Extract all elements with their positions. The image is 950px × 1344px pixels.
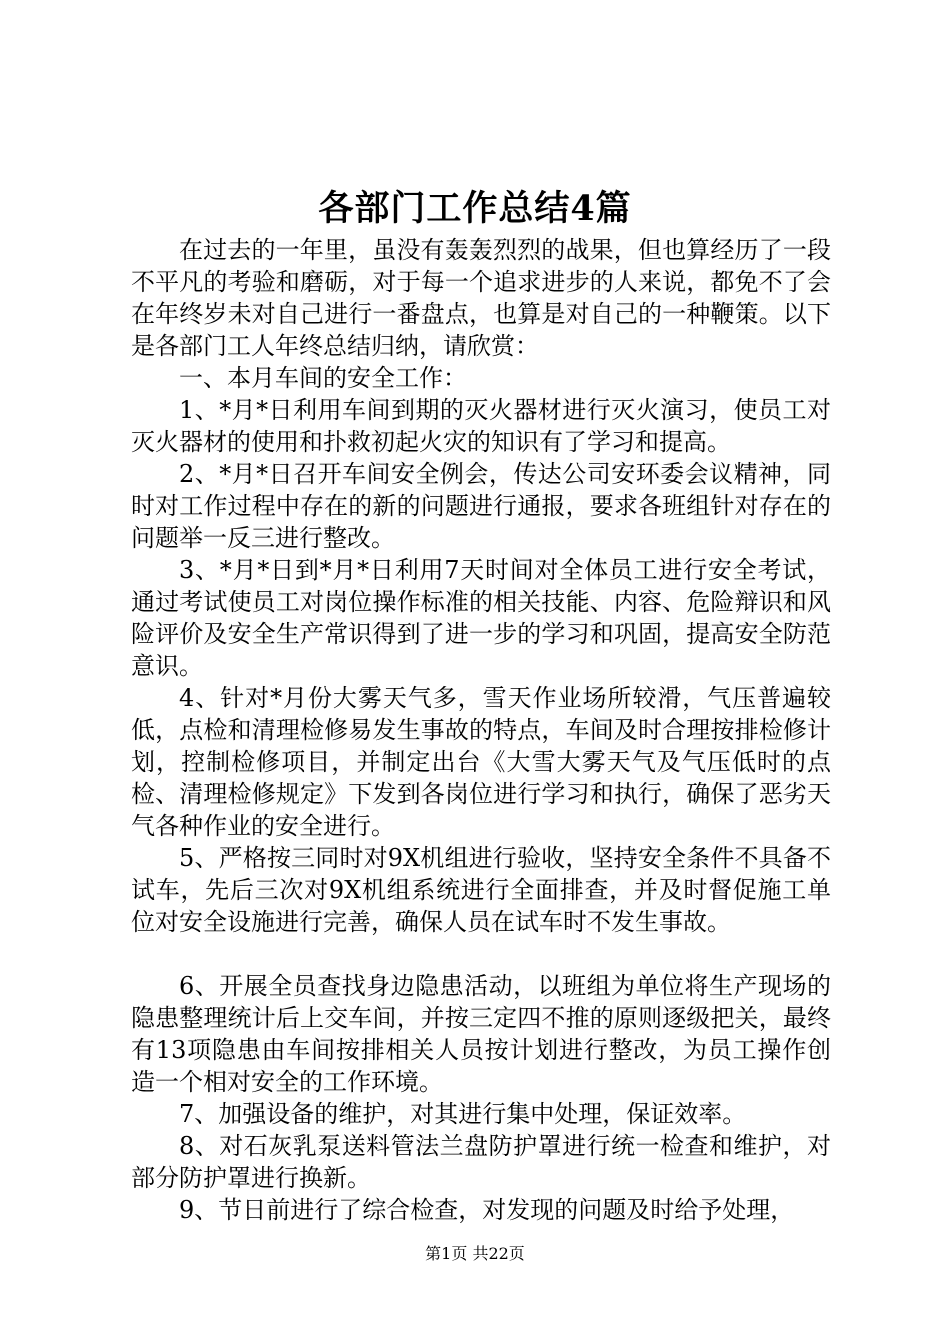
section-heading: 一、本月车间的安全工作： xyxy=(179,364,467,392)
document-body xyxy=(131,234,831,1226)
document-title: 各部门工作总结4篇 xyxy=(318,188,632,229)
list-item: 7、加强设备的维护，对其进行集中处理，保证效率。 xyxy=(179,1100,747,1128)
list-item: 9、节日前进行了综合检查，对发现的问题及时给予处理， xyxy=(179,1196,795,1224)
list-item: 3、*月*日到*月*日利用7天时间对全体员工进行安全考试，通过考试使员工对岗位操作标准的相关技能、内容、危险辩识和风险评价及安全生产常识得到了进一步的学习和巩固，提高安全防范意识。 xyxy=(131,556,831,680)
list-item: 5、严格按三同时对9X机组进行验收，坚持安全条件不具备不试车，先后三次对9X机组系统进行全面排查，并及时督促施工单位对安全设施进行完善，确保人员在试车时不发生事故。 xyxy=(131,844,831,936)
list-item: 4、针对*月份大雾天气多，雪天作业场所较滑，气压普遍较低，点检和清理检修易发生事故的特点，车间及时合理按排检修计划，控制检修项目，并制定出台《大雪大雾天气及气压低时的点检、清理检修规定》下发到各岗位进行学习和执行，确保了恶劣天气各种作业的安全进行。 xyxy=(131,684,831,840)
list-item: 6、开展全员查找身边隐患活动，以班组为单位将生产现场的隐患整理统计后上交车间，并按三定四不推的原则逐级把关，最终有13项隐患由车间按排相关人员按计划进行整改，为员工操作创造一个相对安全的工作环境。 xyxy=(131,972,831,1096)
list-item: 8、对石灰乳泵送料管法兰盘防护罩进行统一检查和维护，对部分防护罩进行换新。 xyxy=(131,1132,831,1192)
page-footer: 第1页 共22页 xyxy=(425,1244,525,1263)
intro-paragraph: 在过去的一年里，虽没有轰轰烈烈的战果，但也算经历了一段不平凡的考验和磨砺，对于每一个追求进步的人来说，都免不了会在年终岁未对自己进行一番盘点，也算是对自己的一种鞭策。以下是各部门工人年终总结归纳，请欣赏： xyxy=(131,236,831,360)
list-item: 1、*月*日利用车间到期的灭火器材进行灭火演习，使员工对灭火器材的使用和扑救初起火灾的知识有了学习和提高。 xyxy=(131,396,831,456)
list-item: 2、*月*日召开车间安全例会，传达公司安环委会议精神，同时对工作过程中存在的新的问题进行通报，要求各班组针对存在的问题举一反三进行整改。 xyxy=(131,460,831,552)
